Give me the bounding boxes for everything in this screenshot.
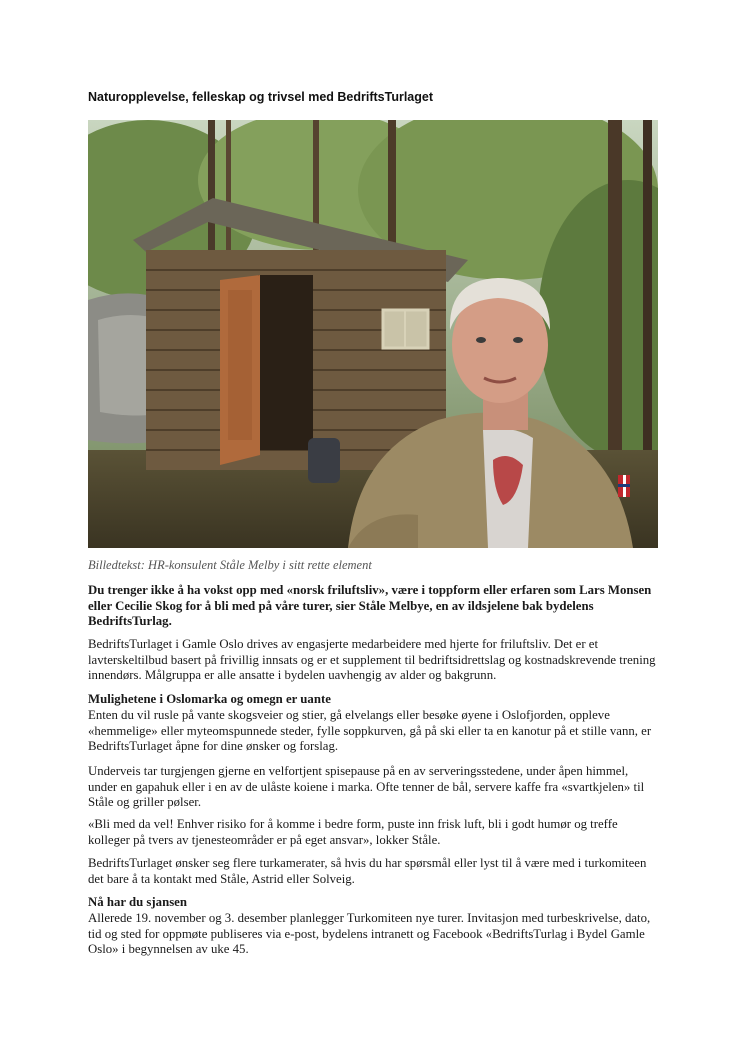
- body-paragraph-6: [88, 911, 660, 958]
- paragraph-text: Enten du vil rusle på vante skogsveier og stier, gå elvelangs eller besøke øyene i Oslofjorden, oppleve «hemmelige» eller myteomspunnede steder, fylle soppkurven, gå på ski eller ta en kanotur på et stille vann, er BedriftsTurlaget åpne for dine ønsker og forslag.: [88, 708, 652, 754]
- paragraph-text: Underveis tar turgjengen gjerne en velfortjent spisepause på en av serveringsstedene, under åpen himmel, under en gapahuk eller i en av de ulåste koiene i marka. Ofte tenner de bål, servere kaffe fra «svartkjelen» til Ståle og griller pølser.: [88, 764, 645, 810]
- body-paragraph-3: [88, 764, 660, 811]
- heading-text: Nå har du sjansen: [88, 895, 187, 909]
- section-heading-2: [88, 895, 660, 911]
- article-title: Naturopplevelse, felleskap og trivsel med BedriftsTurlaget: [88, 90, 434, 104]
- article-photo: [88, 120, 658, 548]
- body-paragraph-5: [88, 856, 660, 887]
- body-paragraph-2: [88, 708, 660, 755]
- paragraph-text: «Bli med da vel! Enhver risiko for å komme i bedre form, puste inn frisk luft, bli i godt humør og treffe kolleger på tvers av tjenesteområder er på eget ansvar», lokker Ståle.: [88, 817, 618, 847]
- lead-text: Du trenger ikke å ha vokst opp med «norsk friluftsliv», være i toppform eller erfaren som Lars Monsen eller Cecilie Skog for å bli med på våre turer, sier Ståle Melbye, en av ildsjelene bak bydelens BedriftsTurlag.: [88, 583, 652, 629]
- lead-paragraph: [88, 583, 660, 630]
- paragraph-text: Allerede 19. november og 3. desember planlegger Turkomiteen nye turer. Invitasjon med turbeskrivelse, dato, tid og sted for oppmøte publiseres via e-post, bydelens intranett og Facebook «BedriftsTurlag i Bydel Gamle Oslo» i begynnelsen av uke 45.: [88, 911, 651, 957]
- body-paragraph-1: [88, 637, 660, 684]
- body-paragraph-4: [88, 817, 660, 848]
- paragraph-text: BedriftsTurlaget ønsker seg flere turkamerater, så hvis du har spørsmål eller lyst til å være med i turkomiteen det bare å ta kontakt med Ståle, Astrid eller Solveig.: [88, 856, 647, 886]
- photo-caption: Billedtekst: HR-konsulent Ståle Melby i sitt rette element: [88, 558, 372, 572]
- section-heading-1: [88, 692, 660, 708]
- heading-text: Mulighetene i Oslomarka og omegn er uante: [88, 692, 331, 706]
- paragraph-text: BedriftsTurlaget i Gamle Oslo drives av engasjerte medarbeidere med hjerte for friluftsliv. Det er et lavterskeltilbud basert på frivillig innsats og er et supplement til bedriftsidrettslag og kostnadskrevende trening innendørs. Målgruppa er alle ansatte i bydelen uavhengig av alder og bakgrunn.: [88, 637, 656, 683]
